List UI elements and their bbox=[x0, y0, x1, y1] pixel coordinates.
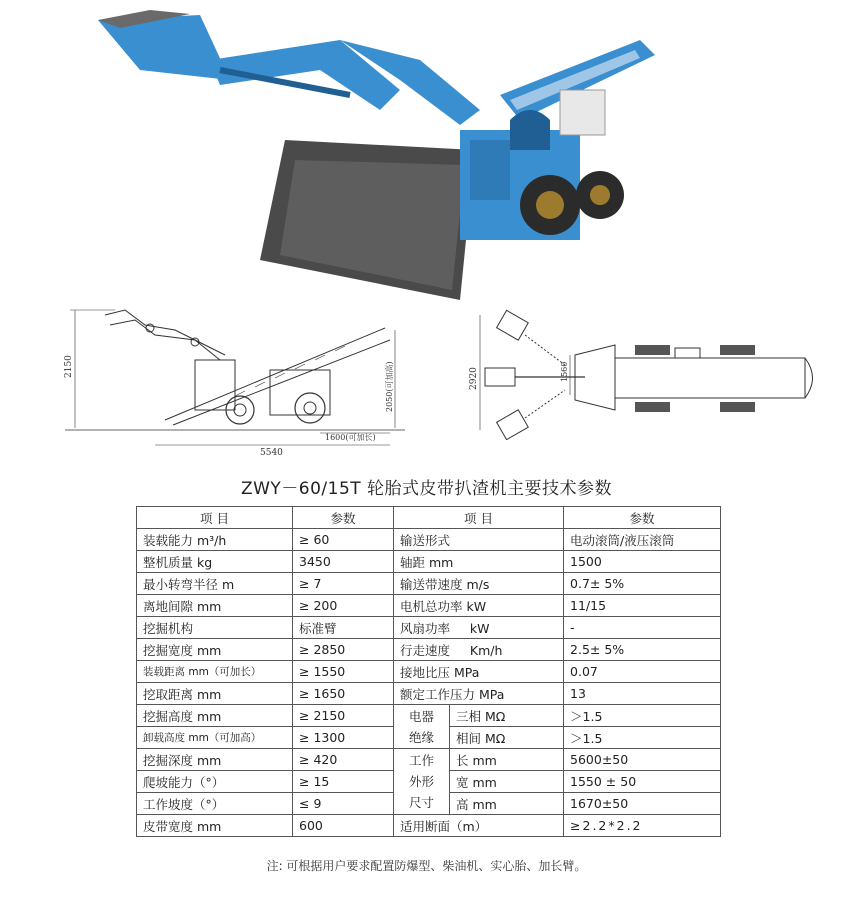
spec-table bbox=[136, 506, 721, 837]
cell-item: 工作坡度（°） bbox=[137, 793, 293, 815]
cell-value: ≥ 15 bbox=[293, 771, 394, 793]
cell-value-2: 1670±50 bbox=[564, 793, 721, 815]
cell-value: ≤ 9 bbox=[293, 793, 394, 815]
cell-item-2: 输送带速度 m/s bbox=[394, 573, 564, 595]
cell-value: ≥ 1550 bbox=[293, 661, 394, 683]
cell-item: 挖掘深度 mm bbox=[137, 749, 293, 771]
side-view-drawing bbox=[55, 300, 415, 460]
cell-item-2: 轴距 mm bbox=[394, 551, 564, 573]
table-header bbox=[137, 507, 721, 529]
cell-item: 爬坡能力（°） bbox=[137, 771, 293, 793]
cell-value: 标准臂 bbox=[293, 617, 394, 639]
cell-item: 卸载高度 mm（可加高） bbox=[137, 727, 293, 749]
cell-item-2: 风扇功率 kW bbox=[394, 617, 564, 639]
cell-value: 600 bbox=[293, 815, 394, 837]
header-value-1: 参数 bbox=[293, 507, 394, 529]
table-row bbox=[137, 749, 721, 771]
cell-value-2: ＞1.5 bbox=[564, 727, 721, 749]
cell-item-2: 适用断面（m） bbox=[394, 815, 564, 837]
table-row bbox=[137, 551, 721, 573]
dimension-label-3: 尺寸 bbox=[408, 795, 434, 810]
spec-title: ZWY－60/15T 轮胎式皮带扒渣机主要技术参数 bbox=[240, 479, 613, 499]
cell-item: 挖掘机构 bbox=[137, 617, 293, 639]
cell-item: 皮带宽度 mm bbox=[137, 815, 293, 837]
table-row bbox=[137, 617, 721, 639]
cell-value-2: 0.7± 5% bbox=[564, 573, 721, 595]
header-item-1: 项 目 bbox=[137, 507, 293, 529]
cell-sub: 长 mm bbox=[450, 749, 564, 771]
table-row bbox=[137, 595, 721, 617]
table-row bbox=[137, 529, 721, 551]
cell-sub: 高 mm bbox=[450, 793, 564, 815]
cell-value-2: 0.07 bbox=[564, 661, 721, 683]
cell-item: 最小转弯半径 m bbox=[137, 573, 293, 595]
electric-label-bottom: 绝缘 bbox=[408, 729, 434, 745]
cell-value: ≥ 200 bbox=[293, 595, 394, 617]
cell-value-2: ＞1.5 bbox=[564, 705, 721, 727]
electric-label-top: 电器 bbox=[408, 708, 434, 724]
table-row bbox=[137, 639, 721, 661]
cell-value: ≥ 1650 bbox=[293, 683, 394, 705]
cell-sub: 相间 MΩ bbox=[450, 727, 564, 749]
cell-item: 挖掘高度 mm bbox=[137, 705, 293, 727]
electric-insulation-label bbox=[394, 705, 450, 749]
cell-sub: 宽 mm bbox=[450, 771, 564, 793]
cell-value-2: 13 bbox=[564, 683, 721, 705]
header-value-2: 参数 bbox=[564, 507, 721, 529]
cell-value: ≥ 2150 bbox=[293, 705, 394, 727]
cell-item: 整机质量 kg bbox=[137, 551, 293, 573]
cell-value: ≥ 2850 bbox=[293, 639, 394, 661]
cell-value-2: 1550 ± 50 bbox=[564, 771, 721, 793]
header-item-2: 项 目 bbox=[394, 507, 564, 529]
footnote: 注: 可根据用户要求配置防爆型、柴油机、实心胎、加长臂。 bbox=[266, 859, 587, 873]
dimension-label-1: 工作 bbox=[408, 753, 434, 768]
product-photo bbox=[80, 0, 680, 300]
table-row bbox=[137, 815, 721, 837]
cell-value-2: 电动滚筒/液压滚筒 bbox=[564, 529, 721, 551]
cell-item: 离地间隙 mm bbox=[137, 595, 293, 617]
cell-value: ≥ 1300 bbox=[293, 727, 394, 749]
dimension-label-2: 外形 bbox=[408, 774, 434, 789]
cell-value-2: 1500 bbox=[564, 551, 721, 573]
dim-top-width: 2920 bbox=[469, 367, 479, 390]
table-row bbox=[137, 573, 721, 595]
cell-item: 挖掘宽度 mm bbox=[137, 639, 293, 661]
dim-side-extension: 1600(可加长) bbox=[325, 433, 376, 442]
cell-value-2: 2.5± 5% bbox=[564, 639, 721, 661]
dim-top-inner: 1560 bbox=[560, 361, 569, 382]
cell-value: ≥ 420 bbox=[293, 749, 394, 771]
cell-value-2: - bbox=[564, 617, 721, 639]
dim-side-length: 5540 bbox=[260, 448, 283, 458]
cell-item-2: 接地比压 MPa bbox=[394, 661, 564, 683]
cell-value: 3450 bbox=[293, 551, 394, 573]
table-row bbox=[137, 683, 721, 705]
cell-item: 装载能力 m³/h bbox=[137, 529, 293, 551]
cell-item-2: 行走速度 Km/h bbox=[394, 639, 564, 661]
dim-side-height: 2150 bbox=[64, 355, 74, 378]
cell-item-2: 输送形式 bbox=[394, 529, 564, 551]
dimension-label bbox=[394, 749, 450, 815]
dim-side-unload-height: 2050(可加高) bbox=[385, 361, 394, 412]
top-view-drawing bbox=[465, 300, 825, 440]
cell-item: 挖取距离 mm bbox=[137, 683, 293, 705]
cell-value-2: 5600±50 bbox=[564, 749, 721, 771]
cell-value-2: ≥2.2*2.2 bbox=[564, 815, 721, 837]
table-row bbox=[137, 661, 721, 683]
cell-value: ≥ 60 bbox=[293, 529, 394, 551]
cell-sub: 三相 MΩ bbox=[450, 705, 564, 727]
cell-item-2: 额定工作压力 MPa bbox=[394, 683, 564, 705]
cell-item-2: 电机总功率 kW bbox=[394, 595, 564, 617]
cell-item: 装载距离 mm（可加长） bbox=[137, 661, 293, 683]
cell-value: ≥ 7 bbox=[293, 573, 394, 595]
table-row bbox=[137, 705, 721, 727]
cell-value-2: 11/15 bbox=[564, 595, 721, 617]
